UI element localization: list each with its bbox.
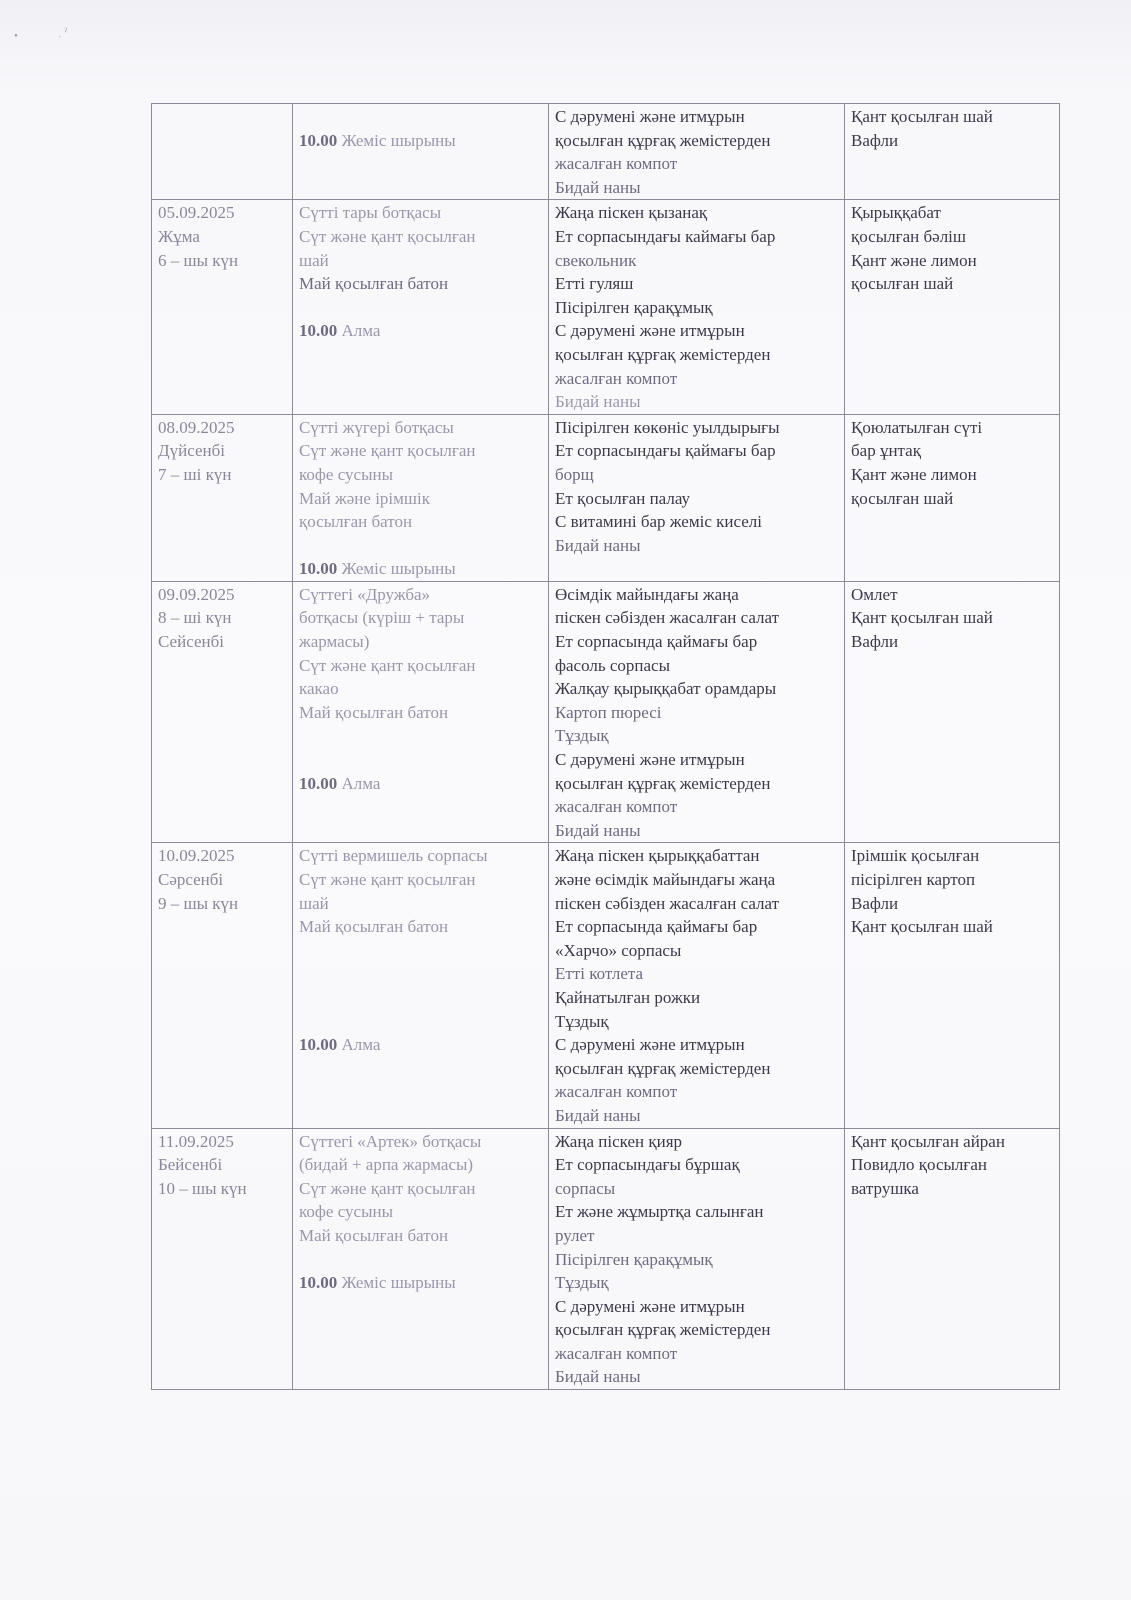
afternoon-line: пісірілген картоп bbox=[851, 870, 976, 889]
snack-time: 10.00 bbox=[299, 1035, 338, 1055]
day-line: Дүйсенбі bbox=[158, 441, 225, 461]
lunch-line: «Харчо» сорпасы bbox=[555, 940, 682, 960]
lunch-cell bbox=[549, 414, 845, 581]
snack-time: 10.00 bbox=[299, 773, 338, 793]
breakfast-line: Май қосылған батон bbox=[299, 917, 449, 937]
afternoon-line: Қант және лимон bbox=[851, 250, 977, 270]
snack-line bbox=[299, 557, 544, 581]
day-line: 6 – шы күн bbox=[158, 250, 239, 270]
afternoon-line: ватрушка bbox=[851, 1178, 919, 1198]
afternoon-line: Вафли bbox=[851, 130, 899, 150]
day-line: 9 – шы күн bbox=[158, 893, 239, 913]
lunch-line: Жалқау қырыққабат орамдары bbox=[555, 679, 777, 699]
breakfast-line: (бидай + арпа жармасы) bbox=[299, 1155, 474, 1175]
afternoon-cell bbox=[845, 843, 1060, 1128]
lunch-line: қосылған құрғақ жемістерден bbox=[555, 1320, 771, 1340]
day-line: 08.09.2025 bbox=[158, 417, 235, 437]
spacer bbox=[299, 962, 544, 986]
breakfast-cell bbox=[293, 200, 549, 414]
breakfast-line: Сүт және қант қосылған bbox=[299, 441, 476, 461]
lunch-line: Өсімдік майындағы жаңа bbox=[555, 584, 739, 604]
lunch-line: Тұздық bbox=[555, 726, 609, 746]
afternoon-line: Қант қосылған шай bbox=[851, 917, 993, 937]
breakfast-line: Сүт және қант қосылған bbox=[299, 870, 476, 889]
lunch-line: жасалған компот bbox=[555, 1343, 678, 1363]
afternoon-line: Ірімшік қосылған bbox=[851, 846, 980, 866]
lunch-line: борщ bbox=[555, 464, 594, 484]
lunch-line: Пісірілген қарақұмық bbox=[555, 1249, 713, 1269]
lunch-line: рулет bbox=[555, 1225, 595, 1245]
day-cell bbox=[152, 104, 293, 200]
breakfast-line: Май және ірімшік bbox=[299, 488, 430, 508]
breakfast-line: шай bbox=[299, 893, 329, 913]
afternoon-cell bbox=[845, 581, 1060, 843]
breakfast-cell bbox=[293, 843, 549, 1128]
lunch-cell bbox=[549, 200, 845, 414]
lunch-line: С дәрумені және итмұрын bbox=[555, 1296, 745, 1316]
snack-name: Алма bbox=[341, 321, 381, 341]
menu-row bbox=[152, 200, 1060, 414]
afternoon-line: бар ұнтақ bbox=[851, 441, 921, 461]
snack-name: Жеміс шырыны bbox=[341, 1273, 456, 1293]
lunch-line: қосылған құрғақ жемістерден bbox=[555, 344, 771, 364]
breakfast-line: ботқасы (күріш + тары bbox=[299, 608, 465, 628]
day-cell bbox=[152, 843, 293, 1128]
lunch-line: фасоль сорпасы bbox=[555, 655, 671, 675]
afternoon-line: Қант және лимон bbox=[851, 464, 977, 484]
afternoon-line: Қоюлатылған сүті bbox=[851, 417, 983, 437]
menu-row bbox=[152, 843, 1060, 1128]
breakfast-line: қосылған батон bbox=[299, 512, 413, 532]
lunch-cell bbox=[549, 581, 845, 843]
day-line: 8 – ші күн bbox=[158, 608, 232, 628]
menu-table bbox=[151, 103, 1060, 1390]
lunch-line: және өсімдік майындағы жаңа bbox=[555, 870, 776, 889]
lunch-line: Ет сорпасында қаймағы бар bbox=[555, 632, 758, 652]
spacer bbox=[299, 748, 544, 772]
afternoon-line: Қырыққабат bbox=[851, 203, 941, 223]
lunch-line: С дәрумені және итмұрын bbox=[555, 750, 745, 770]
breakfast-line: Май қосылған батон bbox=[299, 274, 449, 294]
breakfast-line: Сүттегі «Артек» ботқасы bbox=[299, 1131, 482, 1151]
lunch-line: свекольник bbox=[555, 250, 637, 270]
snack-name: Жеміс шырыны bbox=[341, 131, 456, 150]
lunch-line: жасалған компот bbox=[555, 154, 678, 174]
snack-time: 10.00 bbox=[299, 321, 338, 341]
day-line: Сәрсенбі bbox=[158, 870, 224, 889]
breakfast-line: жармасы) bbox=[299, 632, 370, 652]
lunch-line: Бидай наны bbox=[555, 1367, 641, 1387]
snack-line bbox=[299, 1271, 544, 1295]
lunch-line: Қайнатылған рожки bbox=[555, 987, 701, 1007]
day-cell bbox=[152, 414, 293, 581]
lunch-line: С дәрумені және итмұрын bbox=[555, 321, 745, 341]
scan-speck: ˌ ˀ bbox=[58, 26, 68, 38]
afternoon-cell bbox=[845, 104, 1060, 200]
lunch-line: Жаңа піскен қырыққабаттан bbox=[555, 846, 760, 866]
afternoon-line: Қант қосылған айран bbox=[851, 1131, 1005, 1151]
menu-row bbox=[152, 414, 1060, 581]
lunch-line: Етті котлета bbox=[555, 964, 644, 984]
lunch-line: піскен сәбізден жасалған салат bbox=[555, 608, 780, 628]
lunch-line: Жаңа піскен қияр bbox=[555, 1131, 683, 1151]
lunch-line: Ет сорпасында қаймағы бар bbox=[555, 917, 758, 937]
lunch-line: жасалған компот bbox=[555, 1082, 678, 1102]
day-line: 09.09.2025 bbox=[158, 584, 235, 604]
afternoon-line: қосылған бәліш bbox=[851, 226, 966, 246]
lunch-line: Картоп пюресі bbox=[555, 702, 662, 722]
snack-line bbox=[299, 1033, 544, 1057]
breakfast-line: Май қосылған батон bbox=[299, 702, 449, 722]
afternoon-line: Вафли bbox=[851, 632, 899, 652]
lunch-line: Етті гуляш bbox=[555, 274, 634, 294]
day-line: 11.09.2025 bbox=[158, 1131, 234, 1151]
breakfast-cell bbox=[293, 581, 549, 843]
spacer bbox=[299, 1010, 544, 1034]
spacer bbox=[299, 724, 544, 748]
snack-line bbox=[299, 129, 544, 153]
breakfast-cell bbox=[293, 104, 549, 200]
lunch-line: қосылған құрғақ жемістерден bbox=[555, 1058, 771, 1078]
lunch-line: Бидай наны bbox=[555, 1105, 641, 1125]
breakfast-line: шай bbox=[299, 250, 329, 270]
scan-speck: • bbox=[14, 30, 18, 42]
lunch-line: піскен сәбізден жасалған салат bbox=[555, 893, 780, 913]
lunch-line: Пісірілген қарақұмық bbox=[555, 297, 713, 317]
day-line: Сейсенбі bbox=[158, 632, 224, 652]
afternoon-line: қосылған шай bbox=[851, 488, 954, 508]
snack-name: Жеміс шырыны bbox=[341, 559, 456, 579]
breakfast-cell bbox=[293, 414, 549, 581]
lunch-line: Тұздық bbox=[555, 1011, 609, 1031]
lunch-line: Жаңа піскен қызанақ bbox=[555, 203, 708, 223]
day-line: 10 – шы күн bbox=[158, 1178, 247, 1198]
lunch-line: сорпасы bbox=[555, 1178, 616, 1198]
lunch-cell bbox=[549, 843, 845, 1128]
breakfast-cell bbox=[293, 1128, 549, 1390]
breakfast-line: Май қосылған батон bbox=[299, 1225, 449, 1245]
lunch-line: Ет сорпасындағы қаймағы бар bbox=[555, 441, 776, 461]
day-line: Бейсенбі bbox=[158, 1155, 223, 1175]
day-cell bbox=[152, 1128, 293, 1390]
breakfast-line: Сүтті жүгері ботқасы bbox=[299, 417, 454, 437]
lunch-line: қосылған құрғақ жемістерден bbox=[555, 130, 771, 150]
afternoon-line: Повидло қосылған bbox=[851, 1155, 988, 1175]
lunch-line: С дәрумені және итмұрын bbox=[555, 1035, 745, 1055]
breakfast-line: какао bbox=[299, 679, 339, 699]
lunch-line: Бидай наны bbox=[555, 535, 641, 555]
afternoon-cell bbox=[845, 414, 1060, 581]
day-cell bbox=[152, 200, 293, 414]
afternoon-line: қосылған шай bbox=[851, 274, 954, 294]
afternoon-line: Қант қосылған шай bbox=[851, 107, 993, 126]
lunch-line: жасалған компот bbox=[555, 797, 678, 817]
spacer bbox=[299, 1248, 544, 1272]
lunch-line: жасалған компот bbox=[555, 368, 678, 388]
menu-table-body bbox=[152, 104, 1060, 1390]
breakfast-line: кофе сусыны bbox=[299, 464, 394, 484]
breakfast-line: Сүт және қант қосылған bbox=[299, 1178, 476, 1198]
lunch-line: С дәрумені және итмұрын bbox=[555, 107, 745, 126]
snack-name: Алма bbox=[341, 1035, 381, 1055]
afternoon-line: Қант қосылған шай bbox=[851, 608, 993, 628]
lunch-line: Пісірілген көкөніс уылдырығы bbox=[555, 417, 780, 437]
breakfast-line: Сүт және қант қосылған bbox=[299, 226, 476, 246]
snack-time: 10.00 bbox=[299, 559, 338, 579]
afternoon-line: Омлет bbox=[851, 584, 898, 604]
lunch-line: Ет және жұмыртқа салынған bbox=[555, 1202, 764, 1222]
snack-time: 10.00 bbox=[299, 1273, 338, 1293]
menu-row bbox=[152, 1128, 1060, 1390]
lunch-line: Ет сорпасындағы каймағы бар bbox=[555, 226, 776, 246]
menu-row bbox=[152, 581, 1060, 843]
day-line: 10.09.2025 bbox=[158, 846, 235, 866]
lunch-line: Ет қосылған палау bbox=[555, 488, 691, 508]
breakfast-line: Сүтті вермишель сорпасы bbox=[299, 846, 488, 866]
lunch-line: Бидай наны bbox=[555, 392, 641, 412]
breakfast-line: Сүтті тары ботқасы bbox=[299, 203, 442, 223]
spacer bbox=[299, 105, 544, 129]
lunch-line: Тұздық bbox=[555, 1273, 609, 1293]
breakfast-line: Сүттегі «Дружба» bbox=[299, 584, 431, 604]
day-line: Жұма bbox=[158, 226, 200, 246]
breakfast-line: кофе сусыны bbox=[299, 1202, 394, 1222]
lunch-line: Ет сорпасындағы бұршақ bbox=[555, 1155, 740, 1175]
snack-line bbox=[299, 772, 544, 796]
spacer bbox=[299, 939, 544, 963]
day-cell bbox=[152, 581, 293, 843]
lunch-line: Бидай наны bbox=[555, 177, 641, 197]
lunch-cell bbox=[549, 104, 845, 200]
afternoon-line: Вафли bbox=[851, 893, 899, 913]
snack-line bbox=[299, 319, 544, 343]
spacer bbox=[299, 296, 544, 320]
lunch-line: Бидай наны bbox=[555, 820, 641, 840]
lunch-line: С витамині бар жеміс киселі bbox=[555, 512, 762, 532]
menu-row bbox=[152, 104, 1060, 200]
day-line: 05.09.2025 bbox=[158, 203, 235, 223]
lunch-cell bbox=[549, 1128, 845, 1390]
snack-name: Алма bbox=[341, 773, 381, 793]
spacer bbox=[299, 986, 544, 1010]
breakfast-line: Сүт және қант қосылған bbox=[299, 655, 476, 675]
afternoon-cell bbox=[845, 1128, 1060, 1390]
snack-time: 10.00 bbox=[299, 131, 338, 150]
afternoon-cell bbox=[845, 200, 1060, 414]
spacer bbox=[299, 534, 544, 558]
lunch-line: қосылған құрғақ жемістерден bbox=[555, 773, 771, 793]
day-line: 7 – ші күн bbox=[158, 464, 232, 484]
